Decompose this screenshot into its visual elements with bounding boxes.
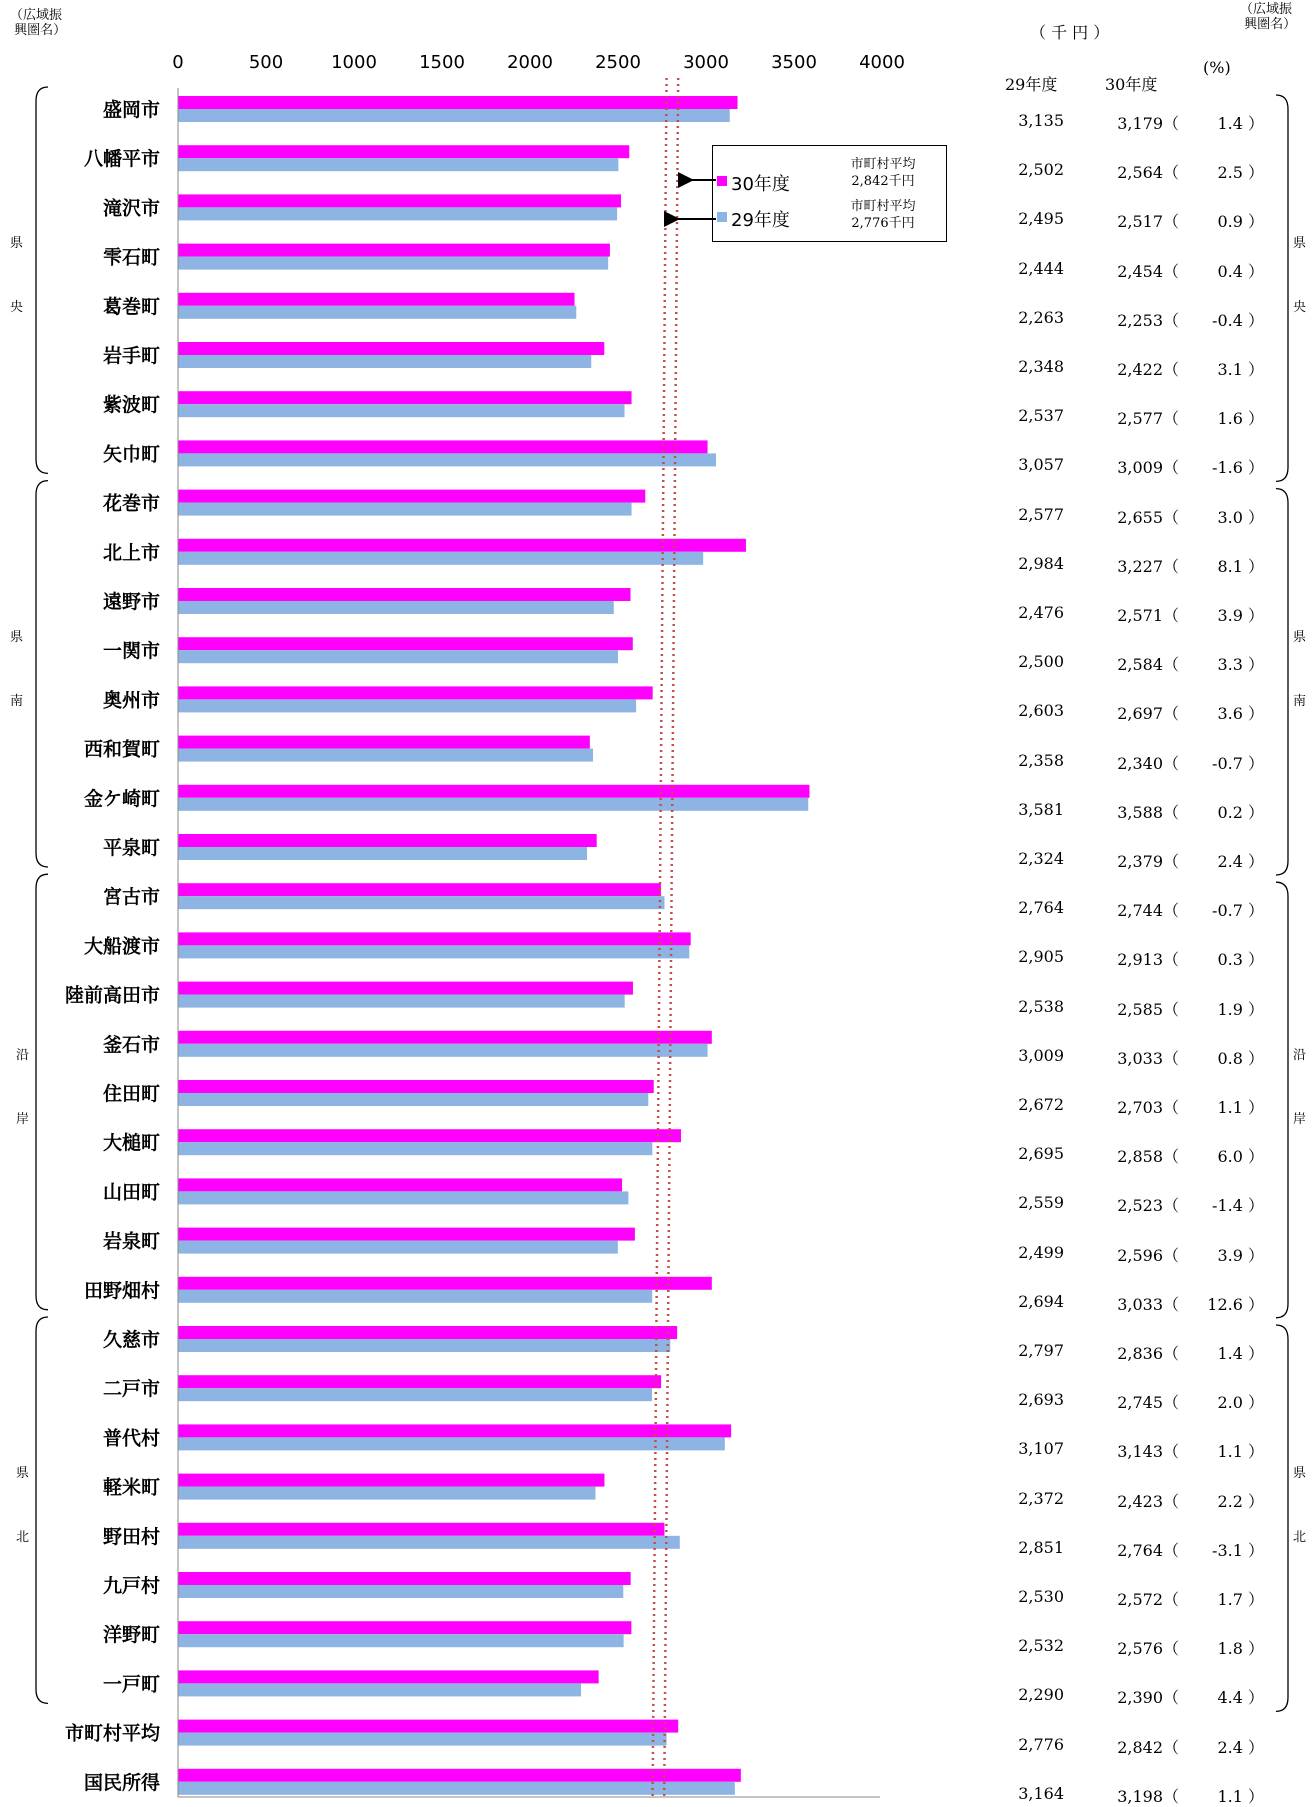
table-cell-prev: 2,530 — [1018, 1587, 1064, 1606]
table-cell-pct: 4.4 ） — [1217, 1688, 1264, 1708]
table-cell-curr: 2,454（ — [1117, 261, 1179, 281]
table-cell-pct: 3.9 ） — [1217, 1245, 1264, 1265]
table-cell-prev: 3,135 — [1018, 111, 1064, 130]
table-cell-curr: 2,422（ — [1117, 360, 1179, 379]
table-cell-curr: 2,517（ — [1117, 212, 1179, 232]
table-cell-curr: 2,390（ — [1117, 1688, 1179, 1708]
table-cell-pct: 2.5 ） — [1217, 163, 1264, 183]
table-cell-curr: 2,253（ — [1117, 310, 1179, 330]
table-cell-pct: 3.1 ） — [1217, 360, 1264, 379]
table-cell-pct: 3.0 ） — [1217, 507, 1264, 527]
region-label-left: 県 央 — [10, 236, 24, 316]
category-label: 宮古市 — [102, 886, 160, 909]
table-cell-prev: 2,476 — [1018, 603, 1064, 622]
region-header-right: （広域振 興圏名） — [1240, 2, 1297, 32]
table-cell-pct: 0.3 ） — [1217, 950, 1264, 970]
table-cell-prev: 2,324 — [1018, 849, 1064, 868]
brace-right — [1276, 1325, 1288, 1711]
table-cell-curr: 2,577（ — [1117, 409, 1179, 429]
table-cell-prev: 3,009 — [1018, 1045, 1064, 1065]
table-cell-curr: 2,745（ — [1117, 1393, 1179, 1413]
table-cell-pct: 1.4 ） — [1217, 114, 1264, 133]
table-cell-curr: 3,179（ — [1117, 114, 1179, 133]
category-label: 雫石町 — [102, 246, 160, 269]
category-label: 葛巻町 — [102, 295, 160, 318]
table-cell-prev: 2,372 — [1018, 1488, 1064, 1508]
table-cell-pct: 0.2 ） — [1217, 802, 1264, 822]
table-cell-curr: 2,584（ — [1117, 655, 1179, 675]
table-cell-pct: 6.0 ） — [1217, 1147, 1264, 1167]
table-cell-prev: 2,764 — [1018, 898, 1064, 918]
category-label: 盛岡市 — [102, 99, 160, 121]
table-cell-pct: 0.8 ） — [1217, 1048, 1264, 1068]
table-cell-prev: 2,672 — [1018, 1095, 1064, 1114]
table-cell-prev: 2,495 — [1018, 209, 1064, 229]
category-label: 国民所得 — [83, 1771, 160, 1794]
category-label: 久慈市 — [102, 1329, 160, 1351]
col-header-curr: 30年度 — [1105, 75, 1158, 94]
table-cell-pct: -0.4 ） — [1212, 310, 1264, 330]
table-cell-pct: 2.4 ） — [1217, 1737, 1264, 1757]
table-cell-prev: 2,500 — [1018, 652, 1064, 672]
table-cell-pct: 3.9 ） — [1217, 606, 1264, 625]
category-label: 山田町 — [102, 1181, 160, 1204]
table-cell-curr: 2,836（ — [1117, 1344, 1179, 1363]
table-cell-prev: 2,603 — [1018, 701, 1064, 721]
category-label: 岩手町 — [102, 345, 160, 367]
table-cell-curr: 2,858（ — [1117, 1147, 1179, 1167]
category-label: 遠野市 — [102, 591, 160, 613]
category-label: 八幡平市 — [83, 148, 160, 171]
table-cell-prev: 2,444 — [1018, 258, 1064, 278]
table-cell-prev: 2,776 — [1018, 1734, 1064, 1754]
table-cell-pct: 1.1 ） — [1217, 1442, 1264, 1462]
x-tick-label: 1000 — [331, 52, 377, 73]
table-cell-prev: 2,905 — [1018, 947, 1064, 967]
table-cell-pct: 2.2 ） — [1217, 1491, 1264, 1511]
table-cell-curr: 2,576（ — [1117, 1639, 1179, 1659]
category-label: 一関市 — [102, 640, 160, 663]
category-label: 陸前高田市 — [64, 984, 160, 1007]
table-cell-prev: 2,851 — [1018, 1537, 1064, 1557]
category-label: 普代村 — [102, 1427, 160, 1450]
region-header-left: （広域振 興圏名） — [10, 8, 67, 38]
category-label: 矢巾町 — [102, 443, 160, 466]
x-tick-label: 4000 — [859, 52, 905, 73]
category-label: 九戸村 — [102, 1575, 160, 1597]
category-label: 釜石市 — [102, 1033, 160, 1056]
table-cell-curr: 2,697（ — [1117, 704, 1179, 724]
table-cell-prev: 2,499 — [1018, 1242, 1064, 1262]
col-header-prev: 29年度 — [1005, 75, 1058, 94]
table-cell-pct: -0.7 ） — [1212, 753, 1264, 773]
table-cell-curr: 2,596（ — [1117, 1245, 1179, 1265]
category-label: 北上市 — [102, 541, 160, 564]
region-label-left: 沿 岸 — [16, 1048, 30, 1127]
table-cell-pct: 0.4 ） — [1217, 261, 1264, 281]
table-cell-pct: 1.7 ） — [1217, 1590, 1264, 1609]
table-cell-prev: 2,694 — [1018, 1291, 1064, 1311]
table-cell-pct: 1.4 ） — [1217, 1344, 1264, 1363]
category-label: 田野畑村 — [83, 1279, 160, 1302]
table-cell-prev: 2,797 — [1018, 1341, 1064, 1360]
table-cell-curr: 3,143（ — [1117, 1442, 1179, 1462]
table-cell-pct: 2.4 ） — [1217, 852, 1264, 871]
table-cell-prev: 2,502 — [1018, 160, 1064, 180]
table-cell-curr: 2,842（ — [1117, 1737, 1179, 1757]
category-label: 二戸市 — [102, 1378, 160, 1401]
table-cell-prev: 2,984 — [1018, 553, 1064, 573]
region-label-right: 県 央 — [1293, 236, 1307, 316]
table-cell-prev: 3,164 — [1018, 1783, 1064, 1803]
category-label: 滝沢市 — [102, 197, 160, 220]
table-cell-curr: 2,340（ — [1117, 753, 1179, 773]
table-cell-prev: 2,693 — [1018, 1390, 1064, 1410]
table-cell-pct: 2.0 ） — [1217, 1393, 1264, 1413]
legend-note-curr: 市町村平均 2,842千円 — [850, 157, 916, 189]
unit-label: （ 千 円 ） — [1030, 23, 1110, 42]
category-label: 花巻市 — [102, 492, 160, 515]
table-cell-curr: 3,033（ — [1117, 1048, 1179, 1068]
table-cell-prev: 2,263 — [1018, 307, 1064, 327]
table-cell-curr: 3,227（ — [1117, 556, 1179, 576]
table-cell-prev: 2,290 — [1018, 1685, 1064, 1705]
table-cell-prev: 2,537 — [1018, 406, 1064, 426]
category-label: 岩泉町 — [102, 1230, 160, 1253]
category-label: 野田村 — [102, 1525, 160, 1548]
region-label-right: 県 南 — [1293, 629, 1307, 709]
table-cell-pct: 1.8 ） — [1217, 1639, 1264, 1659]
x-tick-label: 1500 — [419, 52, 465, 73]
table-cell-pct: -3.1 ） — [1212, 1540, 1264, 1560]
category-label: 平泉町 — [102, 837, 160, 859]
x-tick-label: 3000 — [683, 52, 729, 73]
table-cell-pct: 0.9 ） — [1217, 212, 1264, 232]
category-label: 紫波町 — [102, 394, 160, 417]
table-cell-pct: 8.1 ） — [1217, 556, 1264, 576]
table-cell-curr: 2,423（ — [1117, 1491, 1179, 1511]
table-cell-curr: 2,379（ — [1117, 852, 1179, 871]
x-tick-label: 3500 — [771, 52, 817, 73]
table-cell-pct: 3.6 ） — [1217, 704, 1264, 724]
legend-note-prev: 市町村平均 2,776千円 — [850, 199, 916, 231]
table-cell-curr: 2,764（ — [1117, 1540, 1179, 1560]
table-cell-curr: 3,033（ — [1117, 1294, 1179, 1314]
category-label: 一戸町 — [102, 1673, 160, 1696]
x-tick-label: 2500 — [595, 52, 641, 73]
table-cell-curr: 2,655（ — [1117, 507, 1179, 527]
table-cell-curr: 3,198（ — [1117, 1786, 1179, 1806]
x-tick-label: 0 — [172, 52, 184, 73]
table-cell-pct: 1.6 ） — [1217, 409, 1264, 429]
x-tick-label: 2000 — [507, 52, 553, 73]
table-cell-prev: 2,538 — [1018, 996, 1064, 1016]
table-cell-curr: 2,571（ — [1117, 606, 1179, 625]
table-cell-pct: 1.1 ） — [1217, 1098, 1264, 1117]
table-cell-pct: 1.1 ） — [1217, 1786, 1264, 1806]
region-label-right: 県 北 — [1293, 1466, 1307, 1546]
table-cell-curr: 2,572（ — [1117, 1590, 1179, 1609]
table-cell-prev: 2,358 — [1018, 750, 1064, 770]
legend-label-prev: 29年度 — [731, 210, 790, 231]
table-cell-prev: 2,559 — [1018, 1193, 1064, 1213]
category-label: 金ケ崎町 — [83, 787, 160, 810]
brace-left — [36, 1317, 48, 1703]
table-cell-curr: 2,585（ — [1117, 999, 1179, 1019]
table-cell-curr: 2,703（ — [1117, 1098, 1179, 1117]
category-label: 大槌町 — [102, 1132, 160, 1155]
table-cell-prev: 3,057 — [1018, 455, 1064, 475]
table-cell-prev: 2,532 — [1018, 1636, 1064, 1656]
table-cell-curr: 3,588（ — [1117, 802, 1179, 822]
table-cell-pct: -1.6 ） — [1212, 458, 1264, 478]
table-cell-prev: 2,577 — [1018, 504, 1064, 524]
table-cell-pct: 3.3 ） — [1217, 655, 1264, 675]
category-label: 住田町 — [102, 1083, 160, 1105]
category-label: 市町村平均 — [64, 1722, 160, 1745]
table-cell-pct: 1.9 ） — [1217, 999, 1264, 1019]
legend-label-curr: 30年度 — [731, 174, 790, 195]
table-cell-prev: 3,581 — [1018, 799, 1064, 819]
table-cell-pct: -1.4 ） — [1212, 1196, 1264, 1216]
table-cell-curr: 2,913（ — [1117, 950, 1179, 970]
region-label-right: 沿 岸 — [1293, 1048, 1307, 1127]
category-label: 大船渡市 — [83, 935, 160, 958]
table-cell-curr: 3,009（ — [1117, 458, 1179, 478]
category-label: 洋野町 — [102, 1624, 160, 1647]
table-cell-prev: 3,107 — [1018, 1439, 1064, 1459]
region-label-left: 県 北 — [16, 1466, 30, 1546]
table-cell-curr: 2,744（ — [1117, 901, 1179, 921]
table-cell-prev: 2,695 — [1018, 1144, 1064, 1164]
category-label: 西和賀町 — [83, 738, 160, 761]
col-header-pct: (%) — [1203, 58, 1231, 77]
table-cell-pct: 12.6 ） — [1207, 1294, 1264, 1314]
table-cell-prev: 2,348 — [1018, 357, 1064, 376]
region-label-left: 県 南 — [10, 629, 24, 709]
table-cell-curr: 2,523（ — [1117, 1196, 1179, 1216]
x-tick-label: 500 — [248, 52, 284, 73]
category-label: 軽米町 — [102, 1476, 160, 1499]
table-cell-pct: -0.7 ） — [1212, 901, 1264, 921]
category-label: 奥州市 — [102, 689, 160, 712]
table-cell-curr: 2,564（ — [1117, 163, 1179, 183]
